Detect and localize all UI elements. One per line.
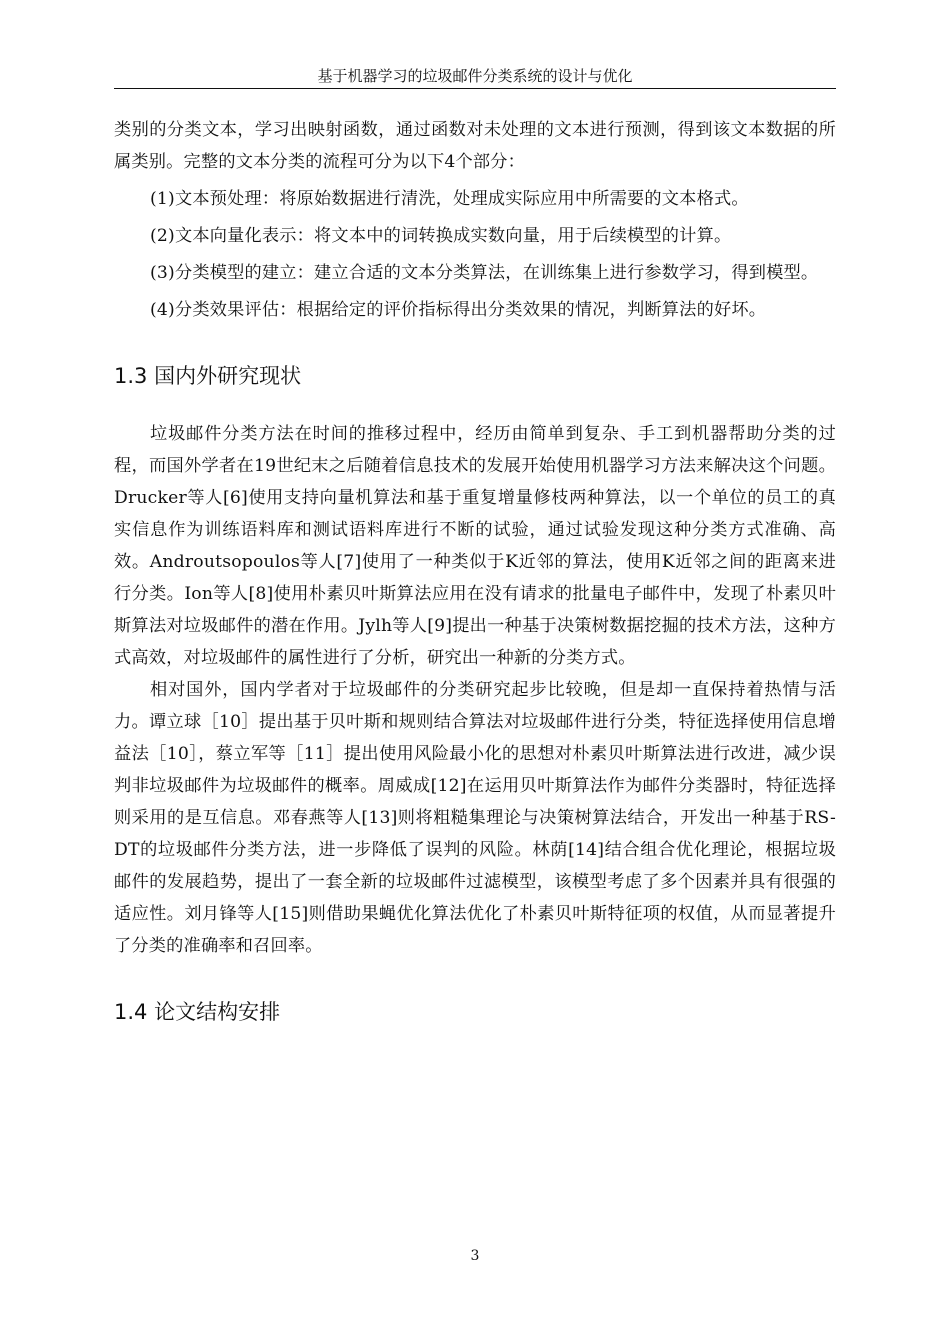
domestic-research-paragraph: 相对国外，国内学者对于垃圾邮件的分类研究起步比较晚，但是却一直保持着热情与活力。谭立球［10］提出基于贝叶斯和规则结合算法对垃圾邮件进行分类，特征选择使用信息增益法［10］，蔡立军等［11］提出使用风险最小化的思想对朴素贝叶斯算法进行改进，减少误判非垃圾邮件为垃圾邮件的概率。周威成[12]在运用贝叶斯算法作为邮件分类器时，特征选择则采用的是互信息。邓春燕等人[13]则将粗糙集理论与决策树算法结合，开发出一种基于RS-DT的垃圾邮件分类方法，进一步降低了误判的风险。林荫[14]结合组合优化理论，根据垃圾邮件的发展趋势，提出了一套全新的垃圾邮件过滤模型，该模型考虑了多个因素并具有很强的适应性。刘月锋等人[15]则借助果蝇优化算法优化了朴素贝叶斯特征项的权值，从而显著提升了分类的准确率和召回率。: [114, 680, 836, 956]
header-rule: [114, 88, 836, 89]
section-heading-1-4: 1.4 论文结构安排: [114, 1000, 281, 1024]
step-1: (1)文本预处理：将原始数据进行清洗，处理成实际应用中所需要的文本格式。: [150, 189, 749, 209]
page-body: [114, 114, 836, 1054]
step-3: (3)分类模型的建立：建立合适的文本分类算法，在训练集上进行参数学习，得到模型。: [150, 263, 819, 283]
page-number: 3: [470, 1248, 480, 1264]
intro-paragraph: 类别的分类文本，学习出映射函数，通过函数对未处理的文本进行预测，得到该文本数据的所属类别。完整的文本分类的流程可分为以下4个部分：: [114, 120, 836, 172]
foreign-research-paragraph: 垃圾邮件分类方法在时间的推移过程中，经历由简单到复杂、手工到机器帮助分类的过程，而国外学者在19世纪末之后随着信息技术的发展开始使用机器学习方法来解决这个问题。Drucker等人[6]使用支持向量机算法和基于重复增量修枝两种算法，以一个单位的员工的真实信息作为训练语料库和测试语料库进行不断的试验，通过试验发现这种分类方式准确、高效。Androutsopoulos等人[7]使用了一种类似于K近邻的算法，使用K近邻之间的距离来进行分类。Ion等人[8]使用朴素贝叶斯算法应用在没有请求的批量电子邮件中，发现了朴素贝叶斯算法对垃圾邮件的潜在作用。Jylh等人[9]提出一种基于决策树数据挖掘的技术方法，这种方式高效，对垃圾邮件的属性进行了分析，研究出一种新的分类方式。: [114, 424, 836, 668]
step-4: (4)分类效果评估：根据给定的评价指标得出分类效果的情况，判断算法的好坏。: [150, 300, 767, 320]
section-heading-1-3: 1.3 国内外研究现状: [114, 364, 302, 388]
step-2: (2)文本向量化表示：将文本中的词转换成实数向量，用于后续模型的计算。: [150, 226, 732, 246]
running-header: 基于机器学习的垃圾邮件分类系统的设计与优化: [317, 67, 633, 85]
